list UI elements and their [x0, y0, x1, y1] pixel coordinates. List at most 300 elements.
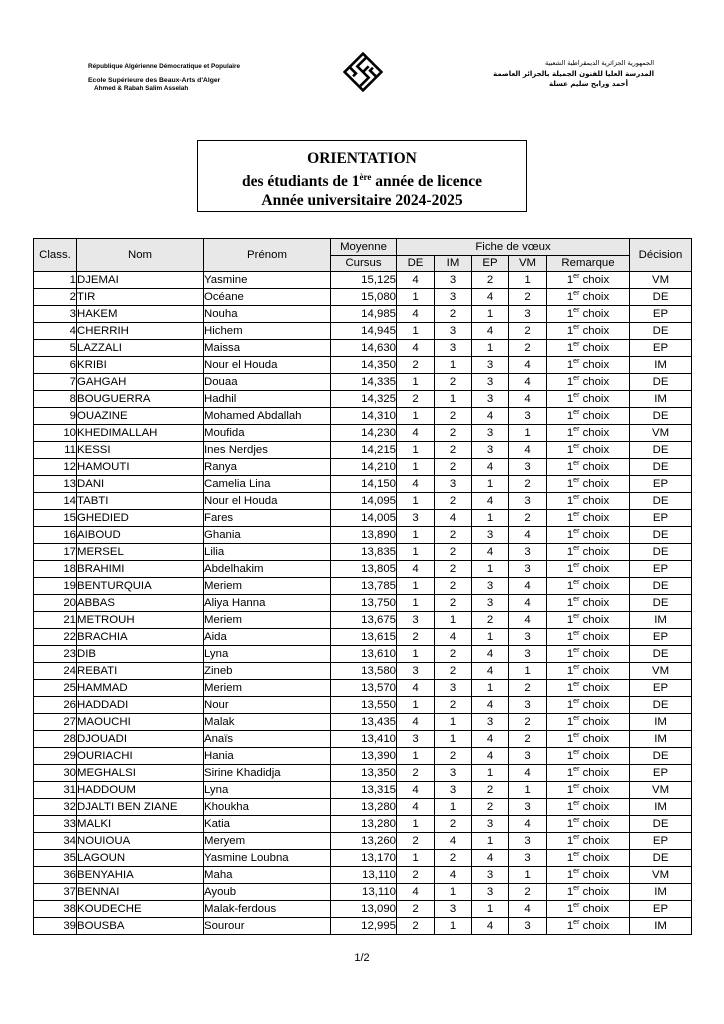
- im-cell: 1: [435, 731, 472, 748]
- decision-cell: EP: [630, 901, 692, 918]
- im-cell: 3: [435, 272, 472, 289]
- vm-cell: 1: [509, 425, 547, 442]
- prenom-cell: Moufida: [204, 425, 331, 442]
- im-cell: 3: [435, 476, 472, 493]
- rank-cell: 17: [34, 544, 77, 561]
- vm-cell: 2: [509, 476, 547, 493]
- nom-cell: MAOUCHI: [77, 714, 204, 731]
- rank-cell: 39: [34, 918, 77, 935]
- decision-cell: IM: [630, 884, 692, 901]
- decision-cell: DE: [630, 595, 692, 612]
- de-cell: 1: [397, 323, 435, 340]
- de-cell: 1: [397, 578, 435, 595]
- rank-cell: 12: [34, 459, 77, 476]
- rank-cell: 1: [34, 272, 77, 289]
- prenom-cell: Maha: [204, 867, 331, 884]
- ep-cell: 2: [472, 799, 509, 816]
- table-row: [34, 612, 692, 629]
- moyenne-cell: 14,985: [331, 306, 397, 323]
- remarque-cell: 1er choix: [547, 459, 630, 476]
- nom-cell: TABTI: [77, 493, 204, 510]
- table-row: [34, 459, 692, 476]
- vm-cell: 2: [509, 714, 547, 731]
- moyenne-cell: 13,390: [331, 748, 397, 765]
- ep-cell: 4: [472, 918, 509, 935]
- table-row: [34, 340, 692, 357]
- ep-cell: 3: [472, 442, 509, 459]
- im-cell: 2: [435, 663, 472, 680]
- moyenne-cell: 14,335: [331, 374, 397, 391]
- ep-cell: 1: [472, 510, 509, 527]
- header-class: Class.: [34, 239, 77, 272]
- im-cell: 1: [435, 391, 472, 408]
- remarque-cell: 1er choix: [547, 340, 630, 357]
- remarque-cell: 1er choix: [547, 646, 630, 663]
- im-cell: 2: [435, 493, 472, 510]
- ep-cell: 3: [472, 527, 509, 544]
- moyenne-cell: 13,580: [331, 663, 397, 680]
- vm-cell: 3: [509, 629, 547, 646]
- header-cursus: Cursus: [331, 256, 397, 272]
- table-row: [34, 850, 692, 867]
- moyenne-cell: 13,750: [331, 595, 397, 612]
- de-cell: 1: [397, 595, 435, 612]
- ep-cell: 4: [472, 850, 509, 867]
- ep-cell: 3: [472, 578, 509, 595]
- prenom-cell: Douaa: [204, 374, 331, 391]
- ep-cell: 3: [472, 391, 509, 408]
- nom-cell: BOUSBA: [77, 918, 204, 935]
- ep-cell: 1: [472, 476, 509, 493]
- moyenne-cell: 13,615: [331, 629, 397, 646]
- vm-cell: 3: [509, 306, 547, 323]
- remarque-cell: 1er choix: [547, 850, 630, 867]
- table-row: [34, 646, 692, 663]
- remarque-cell: 1er choix: [547, 663, 630, 680]
- remarque-cell: 1er choix: [547, 697, 630, 714]
- de-cell: 1: [397, 459, 435, 476]
- rank-cell: 18: [34, 561, 77, 578]
- rank-cell: 24: [34, 663, 77, 680]
- ep-cell: 3: [472, 357, 509, 374]
- remarque-cell: 1er choix: [547, 680, 630, 697]
- prenom-cell: Lyna: [204, 782, 331, 799]
- moyenne-cell: 14,210: [331, 459, 397, 476]
- vm-cell: 2: [509, 731, 547, 748]
- table-row: [34, 408, 692, 425]
- decision-cell: EP: [630, 629, 692, 646]
- prenom-cell: Khoukha: [204, 799, 331, 816]
- decision-cell: IM: [630, 714, 692, 731]
- ep-cell: 4: [472, 493, 509, 510]
- table-row: [34, 357, 692, 374]
- moyenne-cell: 13,315: [331, 782, 397, 799]
- nom-cell: BRACHIA: [77, 629, 204, 646]
- vm-cell: 4: [509, 816, 547, 833]
- decision-cell: VM: [630, 782, 692, 799]
- remarque-cell: 1er choix: [547, 442, 630, 459]
- nom-cell: MALKI: [77, 816, 204, 833]
- ep-cell: 3: [472, 595, 509, 612]
- remarque-cell: 1er choix: [547, 629, 630, 646]
- table-row: [34, 680, 692, 697]
- ep-cell: 1: [472, 561, 509, 578]
- prenom-cell: Zineb: [204, 663, 331, 680]
- nom-cell: BENTURQUIA: [77, 578, 204, 595]
- ep-cell: 4: [472, 459, 509, 476]
- im-cell: 4: [435, 867, 472, 884]
- decision-cell: EP: [630, 340, 692, 357]
- title-line-1: ORIENTATION: [307, 150, 417, 167]
- nom-cell: METROUH: [77, 612, 204, 629]
- vm-cell: 3: [509, 493, 547, 510]
- de-cell: 1: [397, 646, 435, 663]
- table-row: [34, 561, 692, 578]
- remarque-cell: 1er choix: [547, 799, 630, 816]
- vm-cell: 2: [509, 289, 547, 306]
- remarque-cell: 1er choix: [547, 357, 630, 374]
- prenom-cell: Anaïs: [204, 731, 331, 748]
- table-row: [34, 391, 692, 408]
- nom-cell: KOUDECHE: [77, 901, 204, 918]
- header-ep: EP: [472, 256, 509, 272]
- im-cell: 2: [435, 646, 472, 663]
- decision-cell: DE: [630, 544, 692, 561]
- moyenne-cell: 13,170: [331, 850, 397, 867]
- prenom-cell: Camelia Lina: [204, 476, 331, 493]
- ep-cell: 2: [472, 782, 509, 799]
- de-cell: 2: [397, 391, 435, 408]
- vm-cell: 1: [509, 867, 547, 884]
- table-row: [34, 714, 692, 731]
- header-moyenne: Moyenne: [331, 239, 397, 256]
- ep-cell: 4: [472, 748, 509, 765]
- vm-cell: 3: [509, 850, 547, 867]
- remarque-cell: 1er choix: [547, 306, 630, 323]
- prenom-cell: Yasmine Loubna: [204, 850, 331, 867]
- de-cell: 1: [397, 442, 435, 459]
- decision-cell: VM: [630, 272, 692, 289]
- im-cell: 2: [435, 816, 472, 833]
- moyenne-cell: 13,090: [331, 901, 397, 918]
- prenom-cell: Fares: [204, 510, 331, 527]
- nom-cell: BENYAHIA: [77, 867, 204, 884]
- school-subtitle: Ahmed & Rabah Salim Asselah: [94, 85, 189, 92]
- nom-cell: BRAHIMI: [77, 561, 204, 578]
- remarque-cell: 1er choix: [547, 408, 630, 425]
- im-cell: 1: [435, 714, 472, 731]
- prenom-cell: Ines Nerdjes: [204, 442, 331, 459]
- table-row: [34, 272, 692, 289]
- nom-cell: KRIBI: [77, 357, 204, 374]
- vm-cell: 4: [509, 357, 547, 374]
- nom-cell: TIR: [77, 289, 204, 306]
- prenom-cell: Nouha: [204, 306, 331, 323]
- im-cell: 2: [435, 527, 472, 544]
- de-cell: 2: [397, 629, 435, 646]
- decision-cell: DE: [630, 697, 692, 714]
- decision-cell: VM: [630, 867, 692, 884]
- de-cell: 1: [397, 748, 435, 765]
- im-cell: 2: [435, 561, 472, 578]
- nom-cell: ABBAS: [77, 595, 204, 612]
- ep-cell: 4: [472, 408, 509, 425]
- vm-cell: 1: [509, 782, 547, 799]
- im-cell: 3: [435, 323, 472, 340]
- nom-cell: LAGOUN: [77, 850, 204, 867]
- remarque-cell: 1er choix: [547, 595, 630, 612]
- moyenne-cell: 13,550: [331, 697, 397, 714]
- header-nom: Nom: [77, 239, 204, 272]
- table-row: [34, 493, 692, 510]
- im-cell: 4: [435, 510, 472, 527]
- de-cell: 4: [397, 306, 435, 323]
- rank-cell: 33: [34, 816, 77, 833]
- decision-cell: DE: [630, 850, 692, 867]
- prenom-cell: Lilia: [204, 544, 331, 561]
- header-right: [434, 58, 654, 89]
- ep-cell: 1: [472, 833, 509, 850]
- im-cell: 2: [435, 748, 472, 765]
- prenom-cell: Hania: [204, 748, 331, 765]
- rank-cell: 22: [34, 629, 77, 646]
- vm-cell: 4: [509, 612, 547, 629]
- table-row: [34, 799, 692, 816]
- rank-cell: 7: [34, 374, 77, 391]
- vm-cell: 3: [509, 544, 547, 561]
- de-cell: 4: [397, 714, 435, 731]
- rank-cell: 38: [34, 901, 77, 918]
- school-name-ar: المدرسة العليا للفنون الجميلة بالجزائر العاصمة: [493, 70, 654, 78]
- decision-cell: IM: [630, 731, 692, 748]
- im-cell: 1: [435, 612, 472, 629]
- prenom-cell: Malak: [204, 714, 331, 731]
- nom-cell: OURIACHI: [77, 748, 204, 765]
- im-cell: 4: [435, 629, 472, 646]
- im-cell: 2: [435, 442, 472, 459]
- de-cell: 1: [397, 408, 435, 425]
- de-cell: 3: [397, 663, 435, 680]
- moyenne-cell: 13,835: [331, 544, 397, 561]
- vm-cell: 4: [509, 374, 547, 391]
- vm-cell: 1: [509, 663, 547, 680]
- im-cell: 2: [435, 697, 472, 714]
- ep-cell: 3: [472, 374, 509, 391]
- de-cell: 4: [397, 884, 435, 901]
- rank-cell: 10: [34, 425, 77, 442]
- title-line-3: Année universitaire 2024-2025: [261, 192, 463, 210]
- rank-cell: 31: [34, 782, 77, 799]
- vm-cell: 3: [509, 799, 547, 816]
- vm-cell: 4: [509, 901, 547, 918]
- header-decision: Décision: [630, 239, 692, 272]
- ep-cell: 1: [472, 340, 509, 357]
- remarque-cell: 1er choix: [547, 527, 630, 544]
- rank-cell: 3: [34, 306, 77, 323]
- table-row: [34, 629, 692, 646]
- moyenne-cell: 14,945: [331, 323, 397, 340]
- prenom-cell: Abdelhakim: [204, 561, 331, 578]
- im-cell: 3: [435, 901, 472, 918]
- remarque-cell: 1er choix: [547, 374, 630, 391]
- remarque-cell: 1er choix: [547, 544, 630, 561]
- rank-cell: 13: [34, 476, 77, 493]
- nom-cell: DANI: [77, 476, 204, 493]
- ep-cell: 4: [472, 323, 509, 340]
- de-cell: 1: [397, 289, 435, 306]
- rank-cell: 29: [34, 748, 77, 765]
- prenom-cell: Ayoub: [204, 884, 331, 901]
- table-row: [34, 663, 692, 680]
- orientation-table: [33, 238, 692, 935]
- ep-cell: 3: [472, 816, 509, 833]
- rank-cell: 35: [34, 850, 77, 867]
- rank-cell: 4: [34, 323, 77, 340]
- im-cell: 1: [435, 799, 472, 816]
- moyenne-cell: 14,350: [331, 357, 397, 374]
- remarque-cell: 1er choix: [547, 867, 630, 884]
- rank-cell: 36: [34, 867, 77, 884]
- nom-cell: DIB: [77, 646, 204, 663]
- vm-cell: 3: [509, 918, 547, 935]
- decision-cell: EP: [630, 561, 692, 578]
- table-row: [34, 425, 692, 442]
- prenom-cell: Hichem: [204, 323, 331, 340]
- prenom-cell: Yasmine: [204, 272, 331, 289]
- nom-cell: HADDOUM: [77, 782, 204, 799]
- moyenne-cell: 14,005: [331, 510, 397, 527]
- decision-cell: EP: [630, 680, 692, 697]
- de-cell: 2: [397, 867, 435, 884]
- ep-cell: 3: [472, 425, 509, 442]
- de-cell: 1: [397, 850, 435, 867]
- decision-cell: DE: [630, 527, 692, 544]
- remarque-cell: 1er choix: [547, 748, 630, 765]
- im-cell: 1: [435, 357, 472, 374]
- moyenne-cell: 13,280: [331, 816, 397, 833]
- prenom-cell: Nour el Houda: [204, 357, 331, 374]
- ep-cell: 3: [472, 714, 509, 731]
- rank-cell: 32: [34, 799, 77, 816]
- de-cell: 2: [397, 918, 435, 935]
- moyenne-cell: 13,890: [331, 527, 397, 544]
- im-cell: 3: [435, 765, 472, 782]
- decision-cell: EP: [630, 306, 692, 323]
- decision-cell: DE: [630, 578, 692, 595]
- de-cell: 1: [397, 816, 435, 833]
- de-cell: 2: [397, 765, 435, 782]
- nom-cell: BOUGUERRA: [77, 391, 204, 408]
- ep-cell: 4: [472, 289, 509, 306]
- nom-cell: HAMOUTI: [77, 459, 204, 476]
- im-cell: 2: [435, 408, 472, 425]
- vm-cell: 3: [509, 697, 547, 714]
- table-row: [34, 595, 692, 612]
- de-cell: 2: [397, 833, 435, 850]
- rank-cell: 11: [34, 442, 77, 459]
- im-cell: 2: [435, 306, 472, 323]
- de-cell: 4: [397, 272, 435, 289]
- table-row: [34, 527, 692, 544]
- remarque-cell: 1er choix: [547, 289, 630, 306]
- de-cell: 3: [397, 510, 435, 527]
- table-row: [34, 816, 692, 833]
- decision-cell: DE: [630, 493, 692, 510]
- header-prenom: Prénom: [204, 239, 331, 272]
- prenom-cell: Sirine Khadidja: [204, 765, 331, 782]
- vm-cell: 2: [509, 680, 547, 697]
- prenom-cell: Maissa: [204, 340, 331, 357]
- prenom-cell: Mohamed Abdallah: [204, 408, 331, 425]
- table-row: [34, 901, 692, 918]
- de-cell: 1: [397, 544, 435, 561]
- remarque-cell: 1er choix: [547, 323, 630, 340]
- vm-cell: 4: [509, 391, 547, 408]
- remarque-cell: 1er choix: [547, 833, 630, 850]
- decision-cell: DE: [630, 442, 692, 459]
- nom-cell: AIBOUD: [77, 527, 204, 544]
- prenom-cell: Meryem: [204, 833, 331, 850]
- de-cell: 4: [397, 799, 435, 816]
- decision-cell: DE: [630, 289, 692, 306]
- de-cell: 2: [397, 357, 435, 374]
- moyenne-cell: 14,310: [331, 408, 397, 425]
- table-row: [34, 323, 692, 340]
- remarque-cell: 1er choix: [547, 782, 630, 799]
- decision-cell: VM: [630, 663, 692, 680]
- moyenne-cell: 15,080: [331, 289, 397, 306]
- republic-name-ar: الجمهورية الجزائرية الديمقراطية الشعبية: [545, 59, 654, 67]
- decision-cell: EP: [630, 833, 692, 850]
- table-row: [34, 697, 692, 714]
- im-cell: 2: [435, 578, 472, 595]
- de-cell: 4: [397, 680, 435, 697]
- table-row: [34, 442, 692, 459]
- vm-cell: 4: [509, 442, 547, 459]
- rank-cell: 23: [34, 646, 77, 663]
- prenom-cell: Ghania: [204, 527, 331, 544]
- nom-cell: LAZZALI: [77, 340, 204, 357]
- remarque-cell: 1er choix: [547, 578, 630, 595]
- decision-cell: DE: [630, 374, 692, 391]
- de-cell: 2: [397, 901, 435, 918]
- ep-cell: 4: [472, 731, 509, 748]
- remarque-cell: 1er choix: [547, 561, 630, 578]
- page-number: 1/2: [354, 952, 370, 964]
- prenom-cell: Aliya Hanna: [204, 595, 331, 612]
- remarque-cell: 1er choix: [547, 765, 630, 782]
- vm-cell: 2: [509, 340, 547, 357]
- rank-cell: 34: [34, 833, 77, 850]
- im-cell: 2: [435, 459, 472, 476]
- de-cell: 3: [397, 612, 435, 629]
- de-cell: 1: [397, 493, 435, 510]
- remarque-cell: 1er choix: [547, 714, 630, 731]
- table-row: [34, 374, 692, 391]
- im-cell: 4: [435, 833, 472, 850]
- vm-cell: 3: [509, 408, 547, 425]
- rank-cell: 15: [34, 510, 77, 527]
- decision-cell: EP: [630, 476, 692, 493]
- school-logo-icon: [343, 52, 383, 92]
- moyenne-cell: 12,995: [331, 918, 397, 935]
- vm-cell: 3: [509, 561, 547, 578]
- table-body: [34, 272, 692, 935]
- rank-cell: 26: [34, 697, 77, 714]
- table-row: [34, 867, 692, 884]
- prenom-cell: Meriem: [204, 680, 331, 697]
- table-row: [34, 765, 692, 782]
